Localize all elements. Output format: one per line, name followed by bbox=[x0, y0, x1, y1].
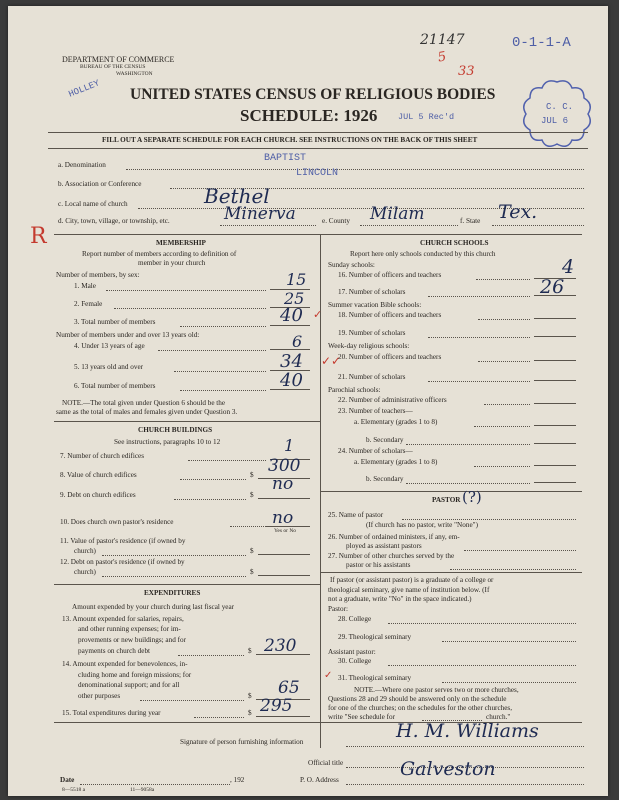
buildings-title: CHURCH BUILDINGS bbox=[138, 426, 213, 434]
q4-value: 6 bbox=[292, 332, 303, 351]
q22-label: 22. Number of administrative officers bbox=[338, 396, 447, 404]
membership-note1: NOTE.—The total given under Question 6 should be the bbox=[62, 399, 226, 407]
graduate-note-2: theological seminary, give name of institution below. (If bbox=[328, 586, 490, 594]
red-mark-b: 33 bbox=[458, 64, 475, 79]
check-mark-c: ✓ bbox=[324, 670, 333, 681]
q10-label: 10. Does church own pastor's residence bbox=[60, 518, 174, 526]
q30-label: 30. College bbox=[338, 657, 372, 665]
q21-label: 21. Number of scholars bbox=[338, 373, 406, 381]
membership-sub2: member in your church bbox=[138, 259, 206, 267]
q9-label: 9. Debt on church edifices bbox=[60, 491, 136, 499]
q15-label: 15. Total expenditures during year bbox=[62, 709, 161, 717]
pastor-note-2: Questions 28 and 29 should be answered only on the schedule bbox=[328, 695, 507, 703]
denomination-label: a. Denomination bbox=[58, 161, 106, 169]
q8-label: 8. Value of church edifices bbox=[60, 471, 137, 479]
signature-value: H. M. Williams bbox=[396, 720, 539, 742]
q15-dollar: $ bbox=[248, 709, 252, 717]
seal-text-a: C. C. bbox=[546, 102, 574, 112]
q24a-label: a. Elementary (grades 1 to 8) bbox=[354, 458, 438, 466]
q14-label-b: cluding home and foreign missions; for bbox=[78, 671, 192, 679]
q26-label-b: ployed as assistant pastors bbox=[346, 542, 422, 550]
po-address-label: P. O. Address bbox=[300, 776, 339, 784]
q17-value: 26 bbox=[540, 276, 565, 298]
denomination-stamp: BAPTIST bbox=[264, 153, 307, 164]
q24-label: 24. Number of scholars— bbox=[338, 447, 413, 455]
expenditures-title: EXPENDITURES bbox=[144, 589, 201, 597]
q14-label-c: denominational support; and for all bbox=[78, 681, 180, 689]
po-address-value: Galveston bbox=[400, 758, 496, 780]
q25-label: 25. Name of pastor bbox=[328, 511, 384, 519]
q14-label-d: other purposes bbox=[78, 692, 121, 700]
state-label: f. State bbox=[460, 217, 481, 225]
pastor-title-note: (?) bbox=[462, 488, 482, 506]
file-code: 0-1-1-A bbox=[512, 35, 571, 51]
q6-label: 6. Total number of members bbox=[74, 382, 156, 390]
county-label: e. County bbox=[322, 217, 350, 225]
age-label: Number of members under and over 13 years old: bbox=[56, 331, 200, 339]
q13-label-c: provements or new buildings; and for bbox=[78, 636, 186, 644]
print-number: 11—9058a bbox=[130, 787, 155, 793]
q12-dollar: $ bbox=[250, 568, 254, 576]
yes-no-hint: Yes or No bbox=[274, 528, 297, 534]
association-label: b. Association or Conference bbox=[58, 180, 142, 188]
received-stamp: JUL 5 Rec'd bbox=[398, 112, 455, 122]
q3-label: 3. Total number of members bbox=[74, 318, 156, 326]
pastor-note-4b: church." bbox=[486, 713, 511, 721]
schedule-title: SCHEDULE: 1926 bbox=[240, 106, 378, 125]
q12-label-b: church) bbox=[74, 568, 96, 576]
q27-label-b: pastor or his assistants bbox=[346, 561, 411, 569]
q28-label: 28. College bbox=[338, 615, 372, 623]
q20-label: 20. Number of officers and teachers bbox=[338, 353, 442, 361]
pastor-sub-label: Pastor: bbox=[328, 605, 348, 613]
q6-value: 40 bbox=[280, 370, 303, 391]
local-name-value: Bethel bbox=[204, 184, 270, 208]
association-stamp: LINCOLN bbox=[296, 168, 339, 179]
file-number: 21147 bbox=[420, 32, 465, 48]
check-mark-a: ✓ bbox=[313, 308, 323, 321]
q24b-label: b. Secondary bbox=[366, 475, 404, 483]
schools-sub: Report here only schools conducted by this church bbox=[350, 250, 496, 258]
q15-value: 295 bbox=[260, 696, 293, 716]
q5-value: 34 bbox=[280, 351, 303, 372]
q10-value: no bbox=[272, 508, 294, 528]
weekday-label: Week-day religious schools: bbox=[328, 342, 410, 350]
q19-label: 19. Number of scholars bbox=[338, 329, 406, 337]
local-name-label: c. Local name of church bbox=[58, 200, 128, 208]
graduate-note-1: If pastor (or assistant pastor) is a graduate of a college or bbox=[330, 576, 494, 584]
q11-label-b: church) bbox=[74, 547, 96, 555]
margin-mark-r: R bbox=[30, 224, 47, 249]
signature-label: Signature of person furnishing information bbox=[180, 738, 304, 746]
q13-label-a: 13. Amount expended for salaries, repairs, bbox=[62, 615, 184, 623]
dept-label: DEPARTMENT OF COMMERCE bbox=[62, 55, 175, 64]
q23b-label: b. Secondary bbox=[366, 436, 404, 444]
q26-label-a: 26. Number of ordained ministers, if any, em- bbox=[328, 533, 460, 541]
q7-value: 1 bbox=[284, 436, 295, 455]
q23-label: 23. Number of teachers— bbox=[338, 407, 413, 415]
q13-dollar: $ bbox=[248, 647, 252, 655]
census-schedule-sheet bbox=[8, 6, 608, 796]
q16-label: 16. Number of officers and teachers bbox=[338, 271, 442, 279]
city-label: d. City, town, village, or township, etc. bbox=[58, 217, 170, 225]
county-value: Milam bbox=[370, 204, 425, 224]
q3-value: 40 bbox=[280, 305, 303, 326]
city-value: Minerva bbox=[224, 204, 296, 224]
membership-sub1: Report number of members according to definition of bbox=[82, 250, 237, 258]
q14-dollar: $ bbox=[248, 692, 252, 700]
buildings-sub: See instructions, paragraphs 10 to 12 bbox=[114, 438, 221, 446]
q13-label-b: and other running expenses; for im- bbox=[78, 625, 181, 633]
q27-label-a: 27. Number of other churches served by the bbox=[328, 552, 455, 560]
bureau-label: BUREAU OF THE CENSUS bbox=[80, 64, 146, 70]
membership-note2: same as the total of males and females given under Question 3. bbox=[56, 408, 238, 416]
official-title-label: Official title bbox=[308, 759, 344, 767]
q13-value: 230 bbox=[264, 636, 297, 656]
received-seal bbox=[520, 78, 594, 148]
check-mark-b: ✓✓ bbox=[321, 354, 342, 368]
date-label: Date bbox=[60, 776, 75, 784]
q5-label: 5. 13 years old and over bbox=[74, 363, 144, 371]
q29-label: 29. Theological seminary bbox=[338, 633, 412, 641]
q7-label: 7. Number of church edifices bbox=[60, 452, 145, 460]
pastor-note-1: NOTE.—Where one pastor serves two or more churches, bbox=[354, 686, 519, 694]
pastor-note-4: write "See schedule for bbox=[328, 713, 395, 721]
form-number: 8—5518 a bbox=[62, 787, 86, 793]
red-mark-a: 5 bbox=[436, 49, 448, 66]
q16-value: 4 bbox=[562, 256, 575, 278]
q1-label: 1. Male bbox=[74, 282, 96, 290]
membership-title: MEMBERSHIP bbox=[156, 239, 206, 247]
q9-value: no bbox=[272, 474, 294, 494]
q23a-label: a. Elementary (grades 1 to 8) bbox=[354, 418, 438, 426]
q14-value: 65 bbox=[278, 678, 300, 698]
assistant-pastor-label: Assistant pastor: bbox=[328, 648, 376, 656]
q31-label: 31. Theological seminary bbox=[338, 674, 412, 682]
parochial-label: Parochial schools: bbox=[328, 386, 381, 394]
q8-dollar: $ bbox=[250, 471, 254, 479]
instruction-line: FILL OUT A SEPARATE SCHEDULE FOR EACH CHURCH. SEE INSTRUCTIONS ON THE BACK OF THIS SHEET bbox=[102, 136, 478, 144]
q9-dollar: $ bbox=[250, 491, 254, 499]
q8-value: 300 bbox=[268, 456, 301, 476]
date-year: , 192 bbox=[230, 776, 245, 784]
seal-text-b: JUL 6 bbox=[541, 116, 569, 126]
q14-label-a: 14. Amount expended for benevolences, in- bbox=[62, 660, 188, 668]
schools-title: CHURCH SCHOOLS bbox=[420, 239, 489, 247]
q25-note: (If church has no pastor, write "None") bbox=[366, 521, 478, 529]
q2-value: 25 bbox=[284, 289, 305, 308]
q11-dollar: $ bbox=[250, 547, 254, 555]
state-value: Tex. bbox=[498, 201, 538, 223]
summer-label: Summer vacation Bible schools: bbox=[328, 301, 422, 309]
q18-label: 18. Number of officers and teachers bbox=[338, 311, 442, 319]
form-title: UNITED STATES CENSUS OF RELIGIOUS BODIES bbox=[130, 86, 496, 103]
city-label: WASHINGTON bbox=[116, 71, 153, 77]
pastor-title: PASTOR bbox=[432, 496, 461, 504]
q17-label: 17. Number of scholars bbox=[338, 288, 406, 296]
holley-stamp: HOLLEY bbox=[67, 78, 102, 100]
q11-label-a: 11. Value of pastor's residence (if owned by bbox=[60, 537, 186, 545]
pastor-note-3: for one of the churches; on the schedules for the other churches, bbox=[328, 704, 513, 712]
q13-label-d: payments on church debt bbox=[78, 647, 151, 655]
sunday-label: Sunday schools: bbox=[328, 261, 375, 269]
q2-label: 2. Female bbox=[74, 300, 103, 308]
by-sex-label: Number of members, by sex: bbox=[56, 271, 140, 279]
q4-label: 4. Under 13 years of age bbox=[74, 342, 145, 350]
q12-label-a: 12. Debt on pastor's residence (if owned by bbox=[60, 558, 185, 566]
graduate-note-3: not a graduate, write "No" in the space indicated.) bbox=[328, 595, 472, 603]
expenditures-sub: Amount expended by your church during last fiscal year bbox=[72, 603, 235, 611]
q1-value: 15 bbox=[286, 270, 307, 289]
